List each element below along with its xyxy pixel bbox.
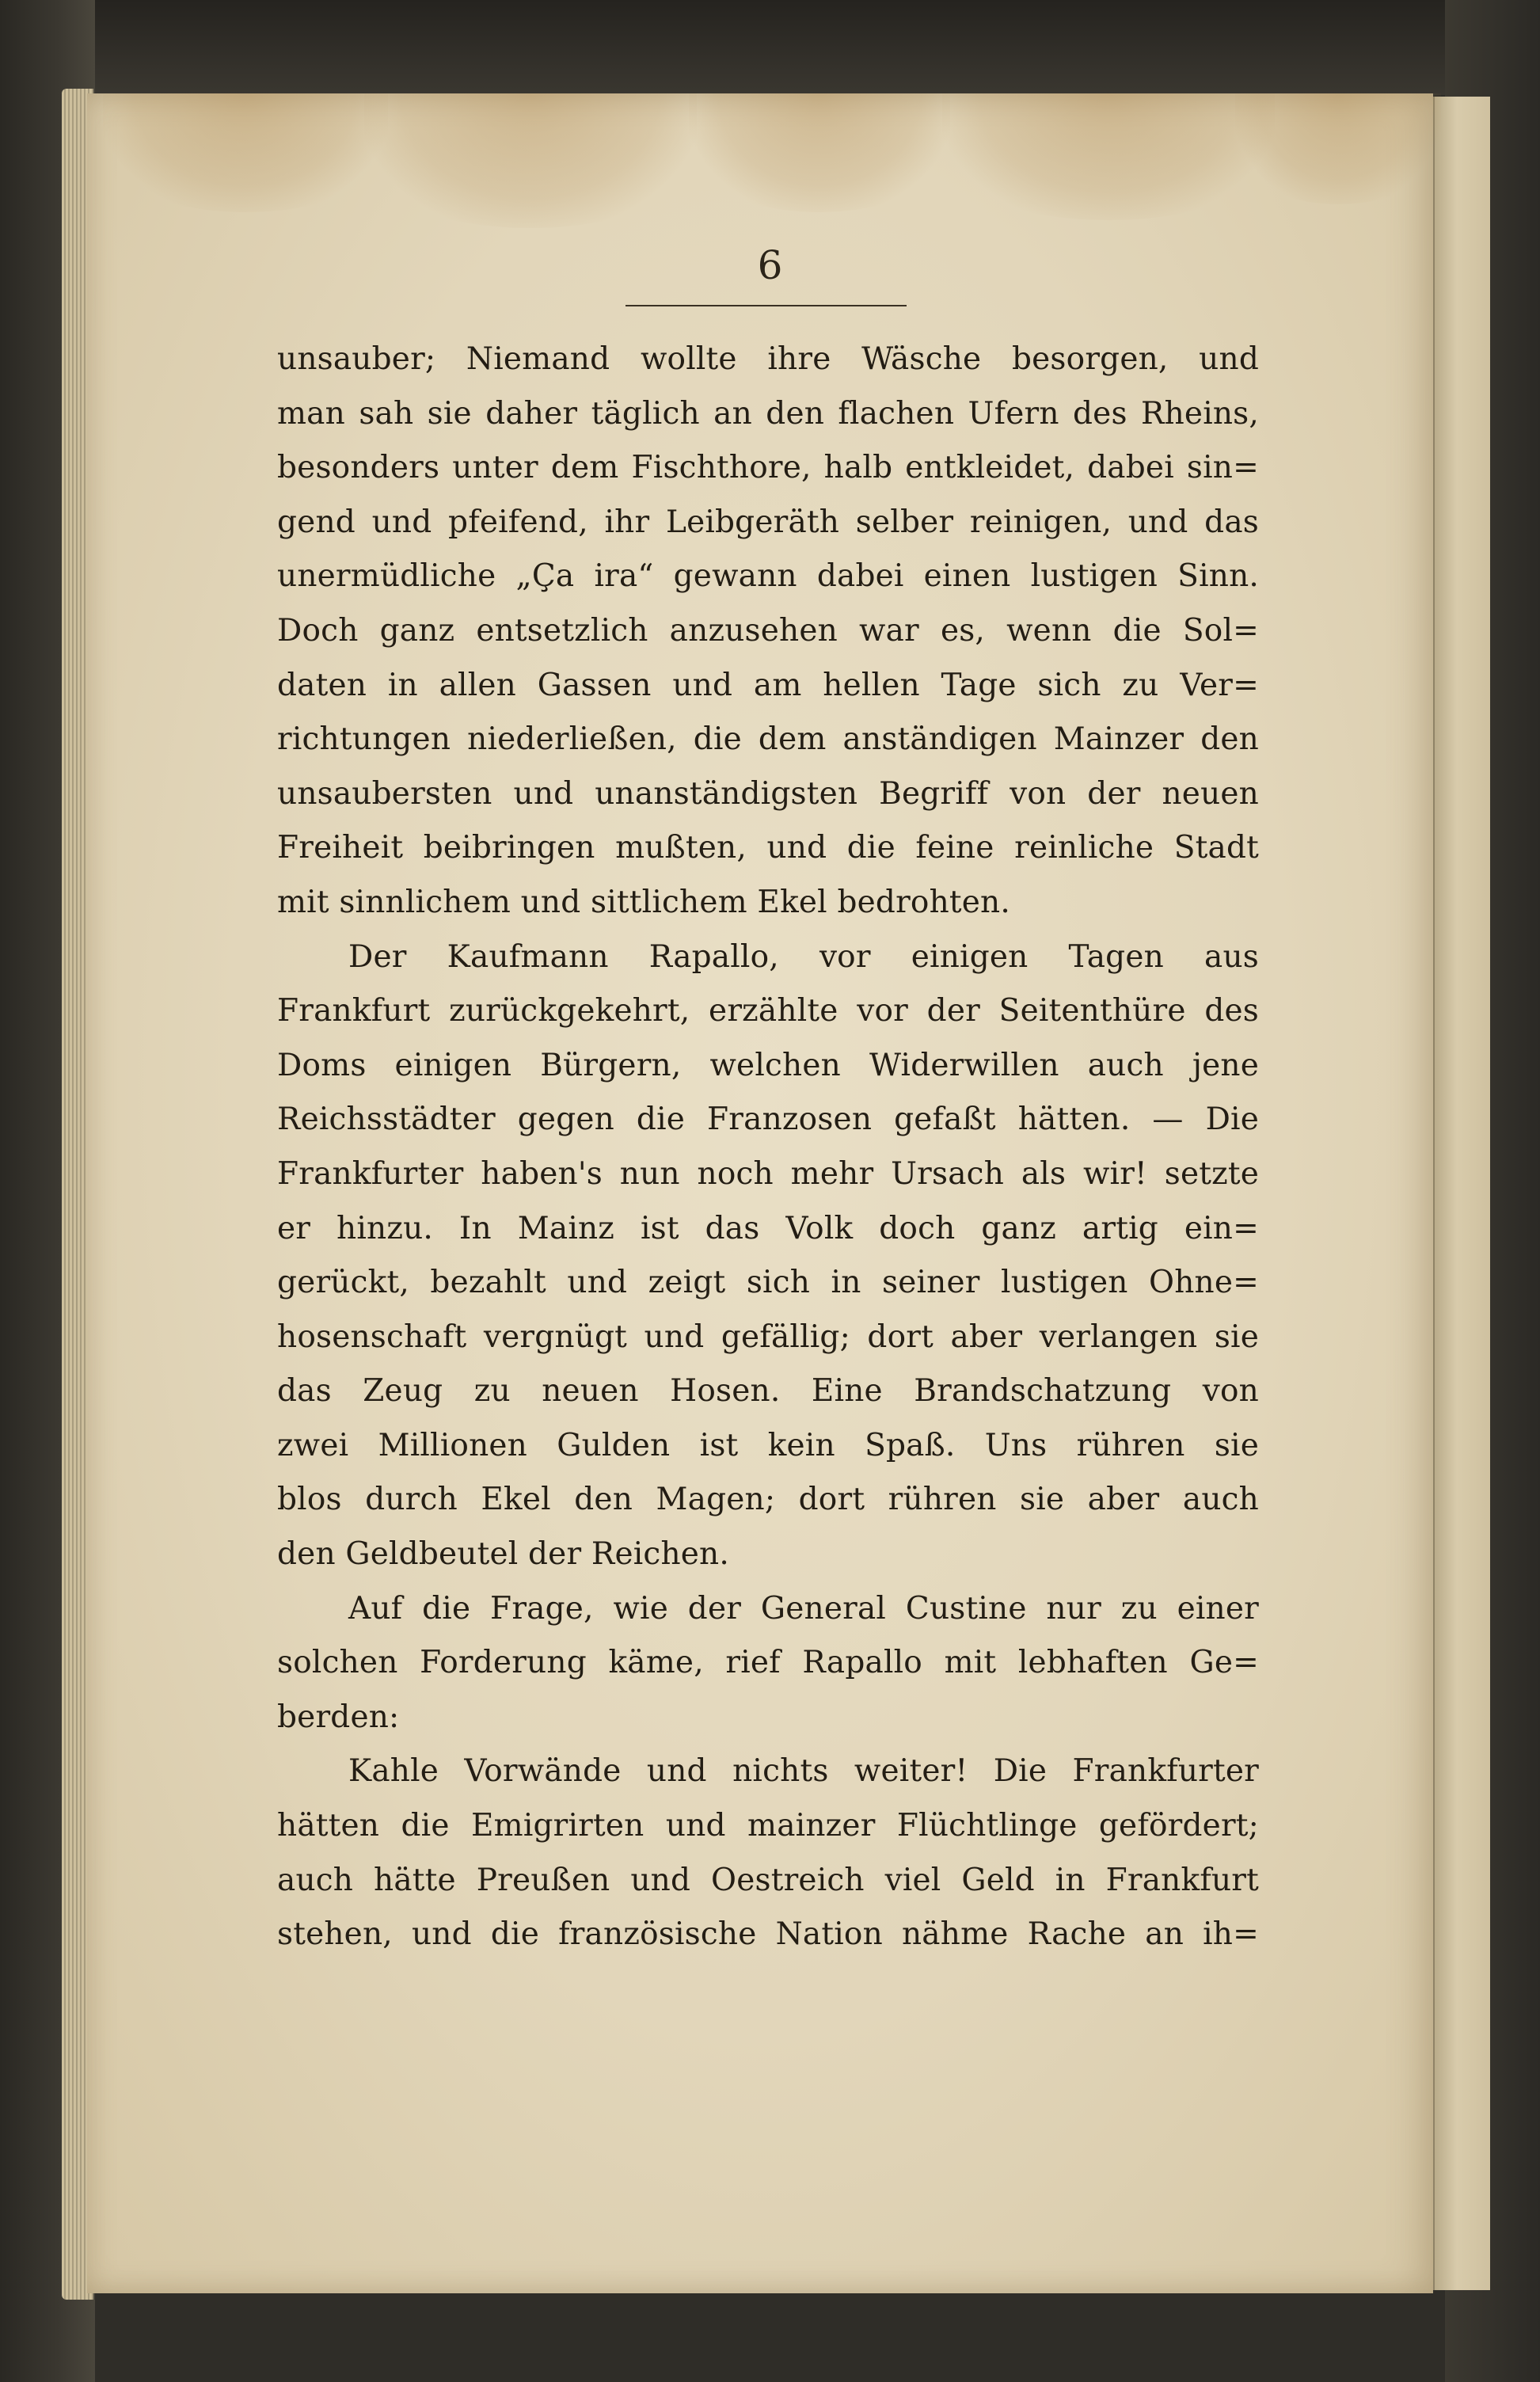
text-line: er hinzu. In Mainz ist das Volk doch ganz artig ein= bbox=[277, 1210, 1259, 1246]
text-line: den Geldbeutel der Reichen. bbox=[277, 1536, 729, 1573]
water-stain bbox=[103, 93, 388, 212]
facing-page-edge bbox=[1433, 97, 1490, 2290]
text-line: unsauber; Niemand wollte ihre Wäsche besorgen, und bbox=[277, 341, 1259, 377]
text-line: daten in allen Gassen und am hellen Tage sich zu Ver= bbox=[277, 667, 1259, 703]
header-rule bbox=[626, 305, 907, 306]
text-line: Frankfurt zurückgekehrt, erzählte vor der Seitenthüre des bbox=[277, 993, 1259, 1029]
text-line: richtungen niederließen, die dem anständigen Mainzer den bbox=[277, 721, 1259, 758]
text-line: zwei Millionen Gulden ist kein Spaß. Uns rühren sie bbox=[277, 1427, 1259, 1463]
water-stain bbox=[942, 93, 1275, 220]
page-number: 6 bbox=[757, 242, 783, 288]
text-line: blos durch Ekel den Magen; dort rühren sie aber auch bbox=[277, 1482, 1259, 1518]
text-line: hosenschaft vergnügt und gefällig; dort aber verlangen sie bbox=[277, 1318, 1259, 1355]
text-line: das Zeug zu neuen Hosen. Eine Brandschatzung von bbox=[277, 1373, 1259, 1410]
text-line: gerückt, bezahlt und zeigt sich in seiner lustigen Ohne= bbox=[277, 1265, 1259, 1301]
text-line: gend und pfeifend, ihr Leibgeräth selber reinigen, und das bbox=[277, 504, 1259, 540]
text-line: mit sinnlichem und sittlichem Ekel bedrohten. bbox=[277, 884, 1010, 920]
water-stain bbox=[689, 93, 950, 212]
text-line: Der Kaufmann Rapallo, vor einigen Tagen aus bbox=[348, 938, 1259, 975]
water-stain bbox=[1235, 93, 1441, 204]
text-line: Reichsstädter gegen die Franzosen gefaßt hätten. — Die bbox=[277, 1102, 1259, 1138]
text-line: besonders unter dem Fischthore, halb entkleidet, dabei sin= bbox=[277, 450, 1259, 486]
text-line: unermüdliche „Ça ira“ gewann dabei einen lustigen Sinn. bbox=[277, 558, 1259, 595]
book-cover-top bbox=[0, 0, 1540, 95]
text-line: stehen, und die französische Nation nähme Rache an ih= bbox=[277, 1916, 1259, 1953]
text-line: Doms einigen Bürgern, welchen Widerwillen auch jene bbox=[277, 1047, 1259, 1083]
text-line: Doch ganz entsetzlich anzusehen war es, wenn die Sol= bbox=[277, 612, 1259, 649]
text-line: Freiheit beibringen mußten, und die feine reinliche Stadt bbox=[277, 830, 1259, 866]
text-line: solchen Forderung käme, rief Rapallo mit lebhaften Ge= bbox=[277, 1645, 1259, 1681]
text-line: Auf die Frage, wie der General Custine nur zu einer bbox=[348, 1590, 1259, 1627]
text-line: Frankfurter haben's nun noch mehr Ursach als wir! setzte bbox=[277, 1155, 1259, 1192]
text-line: unsaubersten und unanständigsten Begriff von der neuen bbox=[277, 775, 1259, 812]
text-line: hätten die Emigrirten und mainzer Flüchtlinge gefördert; bbox=[277, 1808, 1259, 1844]
text-line: berden: bbox=[277, 1699, 400, 1735]
text-line: man sah sie daher täglich an den flachen Ufern des Rheins, bbox=[277, 395, 1259, 432]
text-line: auch hätte Preußen und Oestreich viel Geld in Frankfurt bbox=[277, 1862, 1259, 1898]
text-line: Kahle Vorwände und nichts weiter! Die Frankfurter bbox=[348, 1753, 1259, 1790]
body-text bbox=[277, 333, 1259, 1962]
water-stain bbox=[364, 93, 697, 228]
